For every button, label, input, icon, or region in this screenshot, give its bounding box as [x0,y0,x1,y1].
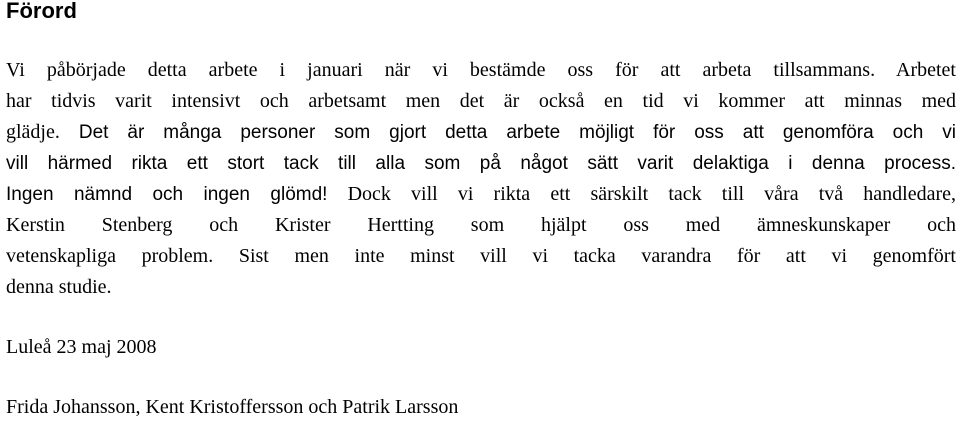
paragraph-line-4: vill härmed rikta ett stort tack till alla som på något sätt varit delaktiga i denna process. [6,153,956,174]
paragraph-line-3 [6,117,956,148]
paragraph-line-2: har tidvis varit intensivt och arbetsamt men det är också en tid vi kommer att minnas med [6,90,956,112]
paragraph-line-8: denna studie. [6,276,112,298]
paragraph-line-3-rest: Det är många personer som gjort detta arbete möjligt för oss att genomföra och vi [59,122,956,143]
foreword-paragraph [6,55,956,303]
paragraph-line-3-start: glädje. [6,121,60,143]
author-names: Frida Johansson, Kent Kristoffersson och Patrik Larsson [6,396,459,418]
place-date: Luleå 23 maj 2008 [6,336,157,358]
paragraph-line-6: Kerstin Stenberg och Krister Hertting som hjälpt oss med ämneskunskaper och [6,214,956,236]
document-heading: Förord [6,0,77,23]
paragraph-line-5 [6,179,956,210]
paragraph-line-1: Vi påbörjade detta arbete i januari när vi bestämde oss för att arbeta tillsammans. Arbetet [6,59,956,81]
paragraph-line-5-rest: Dock vill vi rikta ett särskilt tack till våra två handledare, [327,183,956,205]
paragraph-line-7: vetenskapliga problem. Sist men inte minst vill vi tacka varandra för att vi genomfört [6,245,956,267]
paragraph-line-5-start: Ingen nämnd och ingen glömd! [6,184,328,205]
